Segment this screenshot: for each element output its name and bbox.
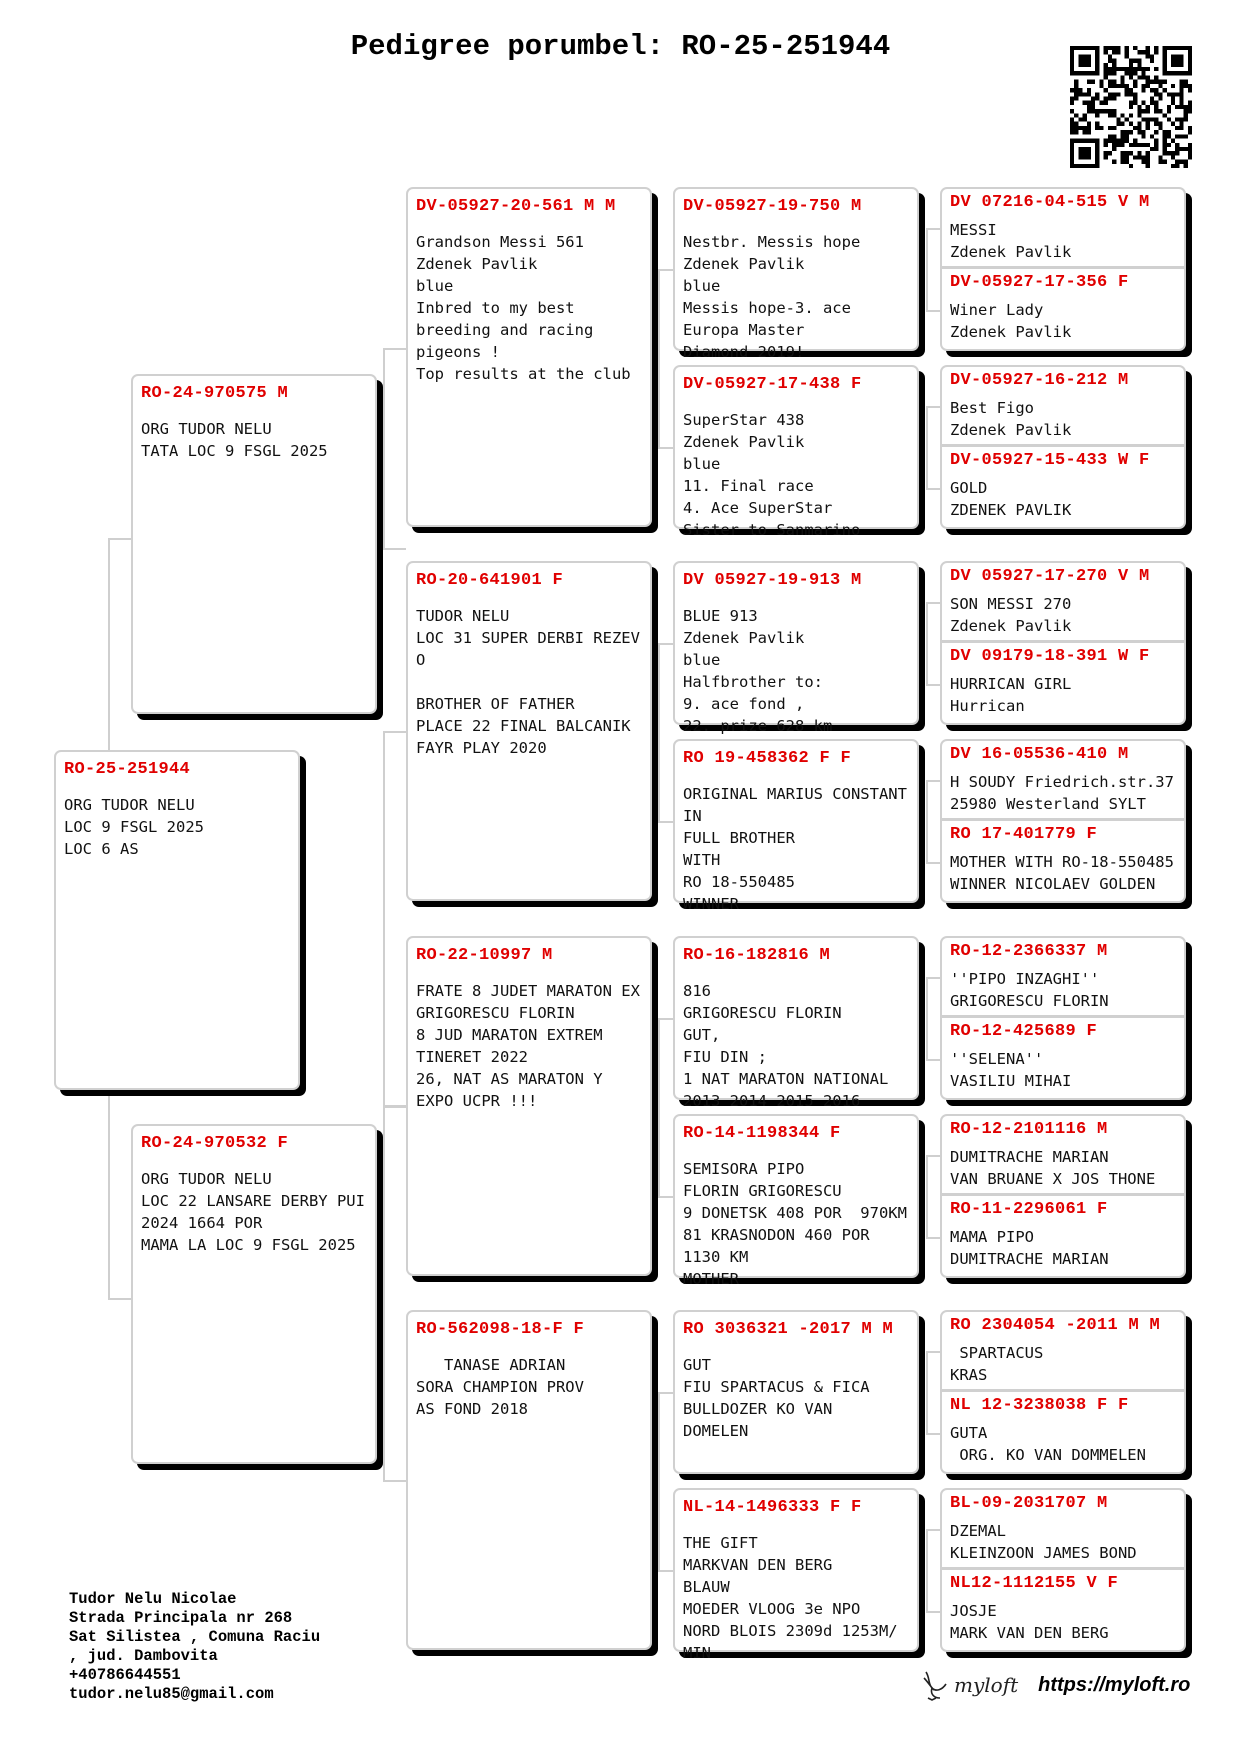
gen4-info: JOSJE MARK VAN DEN BERG bbox=[950, 1602, 1109, 1642]
gen4-entry[interactable] bbox=[942, 1196, 1184, 1276]
grandparent-ring: RO-22-10997 M bbox=[416, 946, 553, 965]
gen4-entry[interactable] bbox=[942, 1490, 1184, 1570]
gen4-info: DZEMAL KLEINZOON JAMES BOND bbox=[950, 1522, 1137, 1562]
connector-line bbox=[926, 780, 940, 782]
gen4-info: DUMITRACHE MARIAN VAN BRUANE X JOS THONE bbox=[950, 1148, 1156, 1188]
grandparent-ring: DV-05927-20-561 M M bbox=[416, 197, 616, 216]
connector-line bbox=[926, 310, 940, 312]
connector-line bbox=[383, 348, 406, 350]
brand-url-link[interactable]: https://myloft.ro bbox=[1038, 1673, 1191, 1696]
pigeon-card[interactable] bbox=[54, 750, 300, 1090]
gen4-entry[interactable] bbox=[942, 1312, 1184, 1392]
great-grandparent-info: BLUE 913 Zdenek Pavlik blue Halfbrother to: 9. ace fond , 22. prize 628 km bbox=[683, 607, 833, 735]
gen4-ring: RO-11-2296061 F bbox=[950, 1200, 1108, 1219]
gen4-pair-card bbox=[940, 187, 1186, 351]
gen4-ring: DV-05927-16-212 M bbox=[950, 371, 1129, 390]
gen4-info: ''PIPO INZAGHI'' GRIGORESCU FLORIN bbox=[950, 970, 1109, 1010]
gen4-entry[interactable] bbox=[942, 1116, 1184, 1196]
great-grandparent-ring: RO-16-182816 M bbox=[683, 946, 831, 965]
brand-logo-text: myloft bbox=[954, 1673, 1019, 1697]
gen4-entry[interactable] bbox=[942, 1570, 1184, 1650]
pigeon-ring: RO-25-251944 bbox=[64, 760, 191, 779]
myloft-logo bbox=[920, 1668, 1018, 1702]
connector-line bbox=[658, 1392, 673, 1394]
great-grandparent-ring: DV-05927-17-438 F bbox=[683, 375, 862, 394]
connector-line bbox=[658, 643, 660, 821]
gen4-entry[interactable] bbox=[942, 1392, 1184, 1472]
dam-ring: RO-24-970532 F bbox=[141, 1134, 289, 1153]
gen4-ring: RO-12-425689 F bbox=[950, 1022, 1098, 1041]
connector-line bbox=[926, 602, 928, 686]
gen4-info: MAMA PIPO DUMITRACHE MARIAN bbox=[950, 1228, 1109, 1268]
gen4-pair-card bbox=[940, 561, 1186, 725]
connector-line bbox=[926, 602, 940, 604]
connector-line bbox=[926, 1351, 940, 1353]
connector-line bbox=[658, 1196, 673, 1198]
connector-line bbox=[383, 548, 406, 550]
gen4-entry[interactable] bbox=[942, 821, 1184, 901]
gen4-info: GOLD ZDENEK PAVLIK bbox=[950, 479, 1072, 519]
connector-line bbox=[383, 731, 385, 1105]
gen4-entry[interactable] bbox=[942, 643, 1184, 723]
sire-info: ORG TUDOR NELU TATA LOC 9 FSGL 2025 bbox=[141, 420, 328, 460]
owner-name: Tudor Nelu Nicolae bbox=[69, 1590, 237, 1608]
gen4-ring: DV 07216-04-515 V M bbox=[950, 193, 1150, 212]
owner-phone: +40786644551 bbox=[69, 1666, 181, 1684]
gen4-ring: DV 16-05536-410 M bbox=[950, 745, 1129, 764]
great-grandparent-info: SuperStar 438 Zdenek Pavlik blue 11. Final race 4. Ace SuperStar Sister to Sanmarino bbox=[683, 411, 861, 539]
connector-line bbox=[383, 348, 385, 548]
gen4-info: Winer Lady Zdenek Pavlik bbox=[950, 301, 1072, 341]
owner-email[interactable]: tudor.nelu85@gmail.com bbox=[69, 1685, 274, 1703]
great-grandparent-info: ORIGINAL MARIUS CONSTANT IN FULL BROTHER WITH RO 18-550485 WINNER bbox=[683, 785, 907, 913]
connector-line bbox=[926, 228, 928, 312]
great-grandparent-ring: NL-14-1496333 F F bbox=[683, 1498, 862, 1517]
gen4-entry[interactable] bbox=[942, 447, 1184, 527]
dam-info: ORG TUDOR NELU LOC 22 LANSARE DERBY PUI 2024 1664 POR MAMA LA LOC 9 FSGL 2025 bbox=[141, 1170, 365, 1254]
gen4-pair-card bbox=[940, 365, 1186, 529]
grandparent-card[interactable] bbox=[406, 561, 652, 901]
dove-icon bbox=[920, 1668, 950, 1702]
gen4-ring: RO 2304054 -2011 M M bbox=[950, 1316, 1161, 1335]
great-grandparent-info: 816 GRIGORESCU FLORIN GUT, FIU DIN ; 1 NAT MARATON NATIONAL 2013 2014 2015 2016 bbox=[683, 982, 889, 1110]
connector-line bbox=[108, 538, 110, 750]
great-grandparent-ring: RO 19-458362 F F bbox=[683, 749, 852, 768]
gen4-entry[interactable] bbox=[942, 269, 1184, 349]
gen4-info: HURRICAN GIRL Hurrican bbox=[950, 675, 1072, 715]
connector-line bbox=[926, 1155, 940, 1157]
connector-line bbox=[926, 684, 940, 686]
page-title: Pedigree porumbel: RO-25-251944 bbox=[350, 30, 891, 63]
connector-line bbox=[658, 1018, 673, 1020]
grandparent-card[interactable] bbox=[406, 1310, 652, 1650]
gen4-pair-card bbox=[940, 1114, 1186, 1278]
grandparent-info: TUDOR NELU LOC 31 SUPER DERBI REZEV O BROTHER OF FATHER PLACE 22 FINAL BALCANIK FAYR PLAY 2020 bbox=[416, 607, 640, 757]
connector-line bbox=[926, 488, 940, 490]
sire-card[interactable] bbox=[131, 374, 377, 714]
owner-address-line: , jud. Dambovita bbox=[69, 1647, 218, 1665]
connector-line bbox=[926, 1059, 940, 1061]
great-grandparent-ring: RO 3036321 -2017 M M bbox=[683, 1320, 894, 1339]
gen4-ring: DV 05927-17-270 V M bbox=[950, 567, 1150, 586]
great-grandparent-info: SEMISORA PIPO FLORIN GRIGORESCU 9 DONETSK 408 POR 970KM 81 KRASNODON 460 POR 1130 KM MOTHER bbox=[683, 1160, 907, 1288]
grandparent-card[interactable] bbox=[406, 936, 652, 1276]
connector-line bbox=[926, 1155, 928, 1239]
gen4-info: Best Figo Zdenek Pavlik bbox=[950, 399, 1072, 439]
brand-footer bbox=[920, 1668, 1190, 1702]
connector-line bbox=[658, 269, 660, 447]
connector-line bbox=[658, 643, 673, 645]
connector-line bbox=[383, 1480, 406, 1482]
connector-line bbox=[383, 1106, 406, 1108]
great-grandparent-ring: DV-05927-19-750 M bbox=[683, 197, 862, 216]
connector-line bbox=[658, 1392, 660, 1570]
connector-line bbox=[108, 1298, 131, 1300]
connector-line bbox=[658, 269, 673, 271]
owner-address-line: Strada Principala nr 268 bbox=[69, 1609, 293, 1627]
gen4-ring: RO-12-2101116 M bbox=[950, 1120, 1108, 1139]
great-grandparent-info: Nestbr. Messis hope Zdenek Pavlik blue Messis hope-3. ace Europa Master Diamond 2019! bbox=[683, 233, 861, 361]
gen4-pair-card bbox=[940, 1488, 1186, 1652]
gen4-ring: NL 12-3238038 F F bbox=[950, 1396, 1129, 1415]
gen4-ring: RO 17-401779 F bbox=[950, 825, 1098, 844]
grandparent-ring: RO-562098-18-F F bbox=[416, 1320, 585, 1339]
connector-line bbox=[658, 1570, 673, 1572]
connector-line bbox=[926, 1529, 940, 1531]
great-grandparent-card[interactable] bbox=[673, 739, 919, 913]
grandparent-info: TANASE ADRIAN SORA CHAMPION PROV AS FOND 2018 bbox=[416, 1356, 584, 1418]
pigeon-info: ORG TUDOR NELU LOC 9 FSGL 2025 LOC 6 AS bbox=[64, 796, 204, 858]
connector-line bbox=[926, 1433, 940, 1435]
connector-line bbox=[108, 538, 131, 540]
gen4-ring: NL12-1112155 V F bbox=[950, 1574, 1119, 1593]
gen4-entry[interactable] bbox=[942, 938, 1184, 1018]
connector-line bbox=[926, 228, 940, 230]
great-grandparent-ring: RO-14-1198344 F bbox=[683, 1124, 841, 1143]
connector-line bbox=[926, 1237, 940, 1239]
qr-code-icon bbox=[1070, 46, 1192, 168]
connector-line bbox=[926, 1351, 928, 1435]
gen4-ring: DV-05927-17-356 F bbox=[950, 273, 1129, 292]
connector-line bbox=[658, 821, 673, 823]
owner-address-line: Sat Silistea , Comuna Raciu bbox=[69, 1628, 321, 1646]
connector-line bbox=[383, 731, 406, 733]
gen4-ring: DV-05927-15-433 W F bbox=[950, 451, 1150, 470]
gen4-pair-card bbox=[940, 936, 1186, 1100]
connector-line bbox=[926, 780, 928, 864]
connector-line bbox=[926, 862, 940, 864]
gen4-ring: BL-09-2031707 M bbox=[950, 1494, 1108, 1513]
gen4-info: SON MESSI 270 Zdenek Pavlik bbox=[950, 595, 1072, 635]
great-grandparent-card[interactable] bbox=[673, 561, 919, 735]
gen4-entry[interactable] bbox=[942, 1018, 1184, 1098]
gen4-entry[interactable] bbox=[942, 741, 1184, 821]
gen4-pair-card bbox=[940, 739, 1186, 903]
grandparent-info: Grandson Messi 561 Zdenek Pavlik blue Inbred to my best breeding and racing pigeons ! Top results at the club bbox=[416, 233, 631, 383]
connector-line bbox=[926, 977, 928, 1061]
gen4-info: GUTA ORG. KO VAN DOMMELEN bbox=[950, 1424, 1146, 1464]
gen4-entry[interactable] bbox=[942, 563, 1184, 643]
gen4-pair-card bbox=[940, 1310, 1186, 1474]
gen4-info: SPARTACUS KRAS bbox=[950, 1344, 1044, 1384]
connector-line bbox=[108, 1090, 110, 1300]
connector-line bbox=[926, 406, 940, 408]
gen4-entry[interactable] bbox=[942, 189, 1184, 269]
gen4-info: H SOUDY Friedrich.str.37 25980 Westerland SYLT bbox=[950, 773, 1174, 813]
connector-line bbox=[658, 1018, 660, 1196]
great-grandparent-card[interactable] bbox=[673, 365, 919, 539]
great-grandparent-info: GUT FIU SPARTACUS & FICA BULLDOZER KO VAN DOMELEN bbox=[683, 1356, 870, 1440]
gen4-info: MOTHER WITH RO-18-550485 WINNER NICOLAEV GOLDEN bbox=[950, 853, 1174, 893]
grandparent-card[interactable] bbox=[406, 187, 652, 527]
gen4-ring: DV 09179-18-391 W F bbox=[950, 647, 1150, 666]
gen4-ring: RO-12-2366337 M bbox=[950, 942, 1108, 961]
great-grandparent-card[interactable] bbox=[673, 1114, 919, 1288]
great-grandparent-info: THE GIFT MARKVAN DEN BERG BLAUW MOEDER VLOOG 3e NPO NORD BLOIS 2309d 1253M/ MIN bbox=[683, 1534, 898, 1662]
connector-line bbox=[383, 1106, 385, 1480]
grandparent-info: FRATE 8 JUDET MARATON EX GRIGORESCU FLORIN 8 JUD MARATON EXTREM TINERET 2022 26, NAT AS MARATON Y EXPO UCPR !!! bbox=[416, 982, 640, 1110]
great-grandparent-ring: DV 05927-19-913 M bbox=[683, 571, 862, 590]
great-grandparent-card[interactable] bbox=[673, 187, 919, 361]
connector-line bbox=[926, 1611, 940, 1613]
connector-line bbox=[926, 1529, 928, 1613]
great-grandparent-card[interactable] bbox=[673, 936, 919, 1110]
connector-line bbox=[926, 977, 940, 979]
owner-contact bbox=[69, 1590, 320, 1704]
connector-line bbox=[926, 406, 928, 490]
gen4-info: MESSI Zdenek Pavlik bbox=[950, 221, 1072, 261]
gen4-info: ''SELENA'' VASILIU MIHAI bbox=[950, 1050, 1072, 1090]
great-grandparent-card[interactable] bbox=[673, 1310, 919, 1474]
connector-line bbox=[658, 447, 673, 449]
great-grandparent-card[interactable] bbox=[673, 1488, 919, 1662]
gen4-entry[interactable] bbox=[942, 367, 1184, 447]
grandparent-ring: RO-20-641901 F bbox=[416, 571, 564, 590]
dam-card[interactable] bbox=[131, 1124, 377, 1464]
sire-ring: RO-24-970575 M bbox=[141, 384, 289, 403]
